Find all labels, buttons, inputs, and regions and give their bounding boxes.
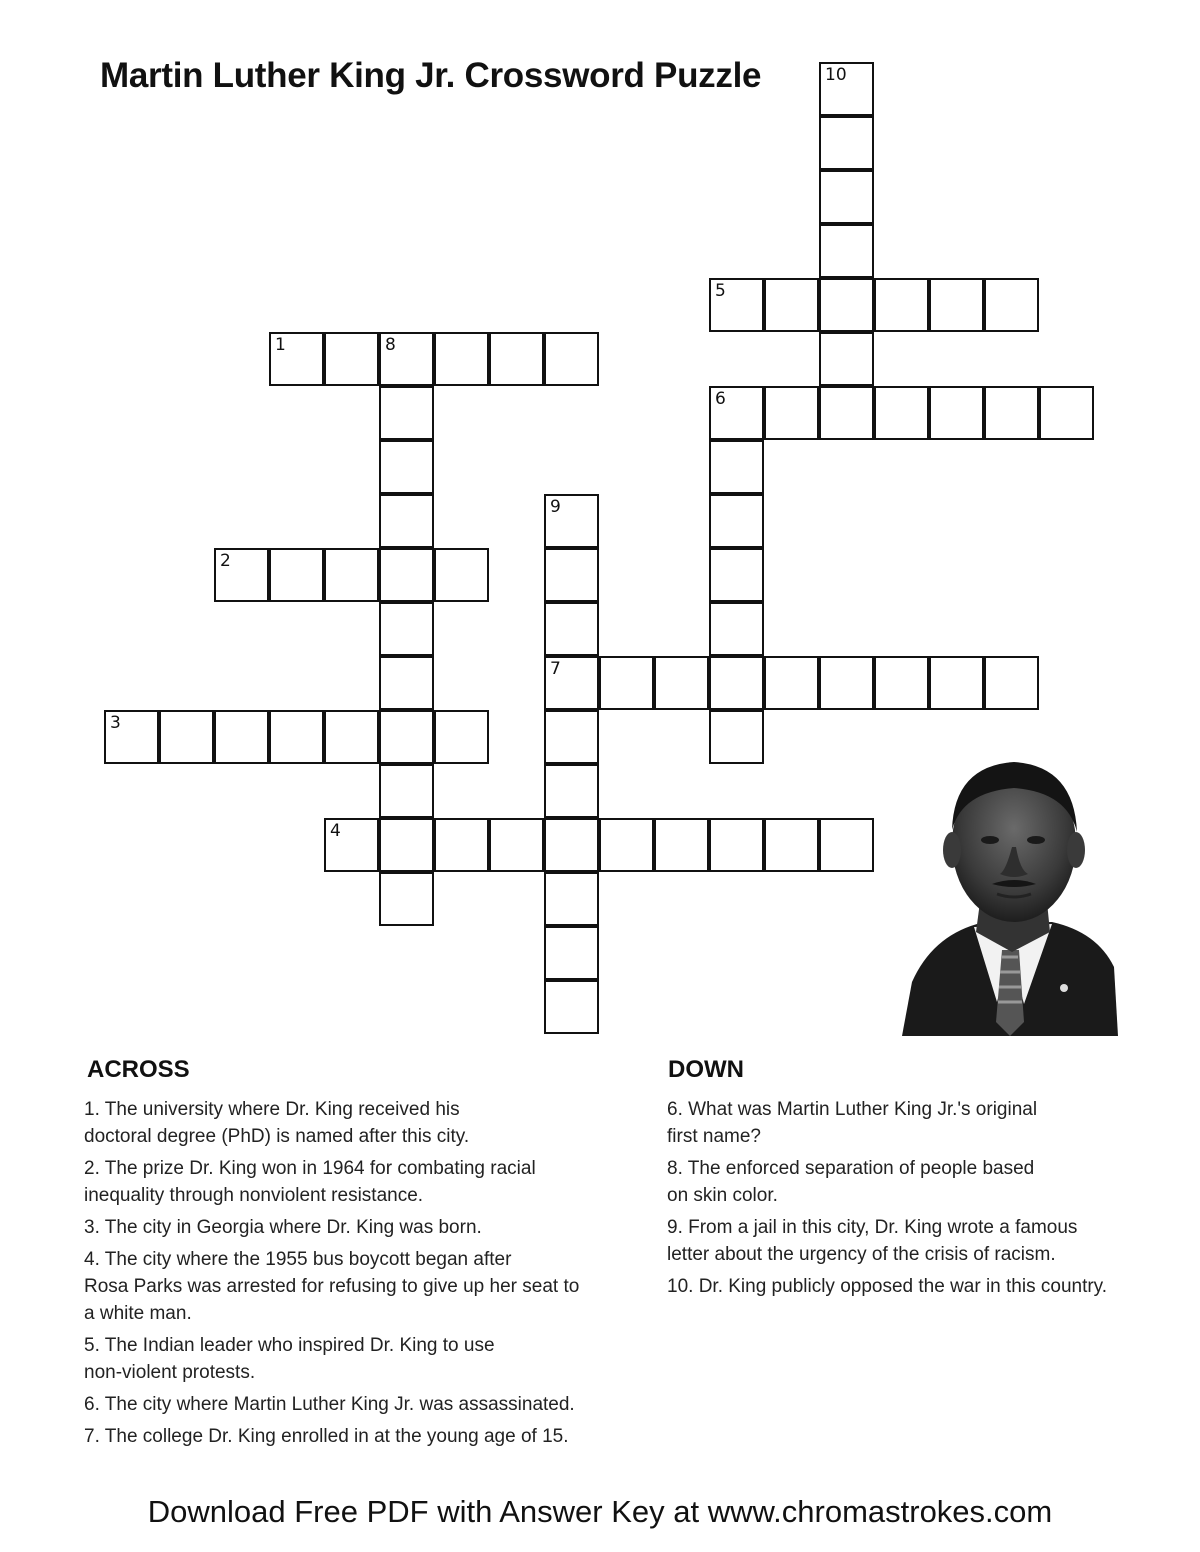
crossword-cell[interactable] [1039, 386, 1094, 440]
crossword-cell[interactable] [269, 548, 324, 602]
crossword-cell[interactable] [379, 710, 434, 764]
across-clue [84, 1246, 644, 1327]
crossword-cell[interactable] [489, 332, 544, 386]
clue-number: 2 [220, 551, 231, 571]
page-title: Martin Luther King Jr. Crossword Puzzle [100, 56, 762, 95]
crossword-cell[interactable] [324, 818, 379, 872]
clue-line: 1. The university where Dr. King received his [84, 1099, 460, 1120]
clue-number: 4 [330, 821, 341, 841]
crossword-cell[interactable] [434, 818, 489, 872]
clue-number: 1 [275, 335, 286, 355]
clue-line: letter about the urgency of the crisis of racism. [667, 1244, 1056, 1265]
crossword-cell[interactable] [709, 494, 764, 548]
clue-line: a white man. [84, 1303, 192, 1324]
crossword-cell[interactable] [654, 656, 709, 710]
crossword-cell[interactable] [544, 764, 599, 818]
across-clue [84, 1155, 644, 1209]
clue-line: 6. The city where Martin Luther King Jr. was assassinated. [84, 1394, 575, 1415]
crossword-cell[interactable] [379, 602, 434, 656]
crossword-cell[interactable] [819, 224, 874, 278]
crossword-cell[interactable] [544, 656, 599, 710]
crossword-cell[interactable] [599, 656, 654, 710]
down-clue [667, 1155, 1177, 1209]
clue-number: 8 [385, 335, 396, 355]
crossword-cell[interactable] [819, 332, 874, 386]
across-clue-list [84, 1096, 644, 1455]
crossword-cell[interactable] [709, 440, 764, 494]
crossword-cell[interactable] [324, 710, 379, 764]
crossword-cell[interactable] [269, 332, 324, 386]
crossword-cell[interactable] [544, 602, 599, 656]
crossword-cell[interactable] [379, 656, 434, 710]
down-clue-list [667, 1096, 1177, 1305]
crossword-cell[interactable] [379, 548, 434, 602]
crossword-cell[interactable] [819, 386, 874, 440]
crossword-cell[interactable] [709, 548, 764, 602]
crossword-cell[interactable] [654, 818, 709, 872]
crossword-cell[interactable] [434, 332, 489, 386]
crossword-cell[interactable] [159, 710, 214, 764]
clue-number: 7 [550, 659, 561, 679]
crossword-cell[interactable] [764, 818, 819, 872]
crossword-cell[interactable] [544, 818, 599, 872]
clue-line: 7. The college Dr. King enrolled in at the young age of 15. [84, 1426, 569, 1447]
crossword-cell[interactable] [984, 656, 1039, 710]
crossword-cell[interactable] [379, 494, 434, 548]
crossword-cell[interactable] [984, 278, 1039, 332]
crossword-cell[interactable] [929, 656, 984, 710]
crossword-cell[interactable] [379, 440, 434, 494]
crossword-cell[interactable] [214, 548, 269, 602]
clue-line: 5. The Indian leader who inspired Dr. King to use [84, 1335, 495, 1356]
down-clue [667, 1214, 1177, 1268]
crossword-cell[interactable] [544, 710, 599, 764]
across-heading: ACROSS [87, 1056, 190, 1083]
down-clue [667, 1273, 1177, 1300]
crossword-cell[interactable] [434, 710, 489, 764]
clue-line: inequality through nonviolent resistance. [84, 1185, 424, 1206]
crossword-cell[interactable] [709, 602, 764, 656]
crossword-cell[interactable] [544, 980, 599, 1034]
crossword-cell[interactable] [599, 818, 654, 872]
clue-line: 6. What was Martin Luther King Jr.'s original [667, 1099, 1038, 1120]
crossword-cell[interactable] [819, 62, 874, 116]
clue-line: 4. The city where the 1955 bus boycott began after [84, 1249, 512, 1270]
crossword-cell[interactable] [544, 872, 599, 926]
crossword-cell[interactable] [489, 818, 544, 872]
crossword-cell[interactable] [379, 872, 434, 926]
clue-line: 10. Dr. King publicly opposed the war in this country. [667, 1276, 1108, 1297]
clue-line: 8. The enforced separation of people based [667, 1158, 1035, 1179]
clue-line: doctoral degree (PhD) is named after this city. [84, 1126, 470, 1147]
clue-number: 9 [550, 497, 561, 517]
crossword-cell[interactable] [764, 656, 819, 710]
clue-number: 5 [715, 281, 726, 301]
crossword-cell[interactable] [709, 278, 764, 332]
clue-number: 6 [715, 389, 726, 409]
down-clue [667, 1096, 1177, 1150]
crossword-cell[interactable] [764, 386, 819, 440]
crossword-cell[interactable] [544, 332, 599, 386]
crossword-cell[interactable] [929, 278, 984, 332]
crossword-cell[interactable] [709, 386, 764, 440]
clue-number: 3 [110, 713, 121, 733]
crossword-cell[interactable] [984, 386, 1039, 440]
clue-line: non-violent protests. [84, 1362, 256, 1383]
crossword-cell[interactable] [874, 656, 929, 710]
crossword-cell[interactable] [709, 818, 764, 872]
footer-download-text: Download Free PDF with Answer Key at www.chromastrokes.com [147, 1494, 1053, 1529]
crossword-cell[interactable] [214, 710, 269, 764]
across-clue [84, 1214, 644, 1241]
crossword-cell[interactable] [379, 332, 434, 386]
crossword-cell[interactable] [874, 386, 929, 440]
crossword-cell[interactable] [544, 494, 599, 548]
crossword-cell[interactable] [379, 818, 434, 872]
down-heading: DOWN [668, 1056, 744, 1083]
crossword-cell[interactable] [324, 548, 379, 602]
across-clue [84, 1096, 644, 1150]
crossword-cell[interactable] [819, 656, 874, 710]
crossword-cell[interactable] [819, 818, 874, 872]
clue-line: first name? [667, 1126, 761, 1147]
crossword-cell[interactable] [544, 548, 599, 602]
across-clue [84, 1332, 644, 1386]
crossword-cell[interactable] [819, 170, 874, 224]
clue-line: 3. The city in Georgia where Dr. King was born. [84, 1217, 482, 1238]
across-clue [84, 1423, 644, 1450]
crossword-cell[interactable] [709, 710, 764, 764]
crossword-cell[interactable] [269, 710, 324, 764]
crossword-cell[interactable] [434, 548, 489, 602]
crossword-cell[interactable] [929, 386, 984, 440]
crossword-cell[interactable] [544, 926, 599, 980]
across-clue [84, 1391, 644, 1418]
crossword-cell[interactable] [819, 278, 874, 332]
clue-number: 10 [825, 65, 847, 85]
clue-line: 9. From a jail in this city, Dr. King wrote a famous [667, 1217, 1078, 1238]
crossword-cell[interactable] [874, 278, 929, 332]
portrait-photo [902, 752, 1118, 1036]
clue-line: on skin color. [667, 1185, 778, 1206]
crossword-cell[interactable] [764, 278, 819, 332]
crossword-cell[interactable] [709, 656, 764, 710]
clue-line: Rosa Parks was arrested for refusing to give up her seat to [84, 1276, 580, 1297]
clue-line: 2. The prize Dr. King won in 1964 for combating racial [84, 1158, 536, 1179]
crossword-cell[interactable] [324, 332, 379, 386]
crossword-cell[interactable] [379, 764, 434, 818]
crossword-cell[interactable] [819, 116, 874, 170]
crossword-cell[interactable] [379, 386, 434, 440]
crossword-cell[interactable] [104, 710, 159, 764]
